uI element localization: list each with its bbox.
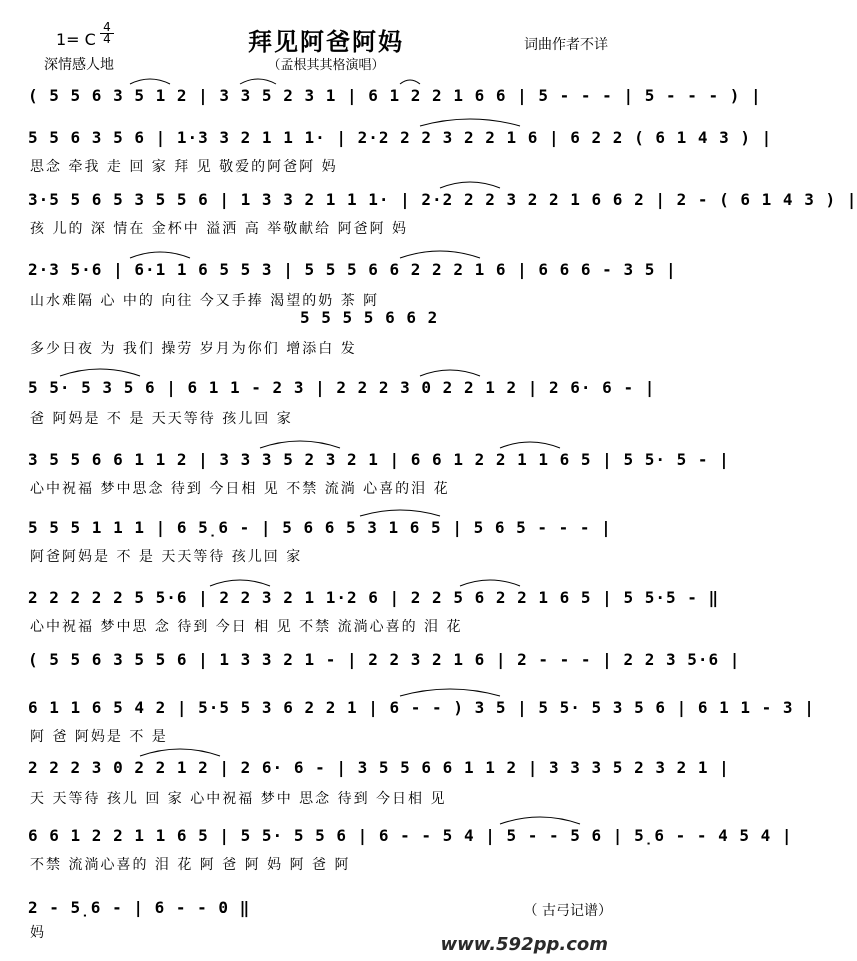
- song-title: 拜见阿爸阿妈: [248, 27, 404, 56]
- lyric-line-4: 山水难隔 心 中的 向往 今又手捧 渴望的奶 茶 阿: [30, 293, 380, 309]
- slur-arc: [400, 251, 480, 258]
- notation-line-8: 2 2 2 2 2 5 5·6 | 2 2 3 2 1 1·2 6 | 2 2 5 6 2 2 1 6 5 | 5 5·5 - ‖: [28, 588, 720, 607]
- slur-arc: [140, 749, 220, 756]
- lyric-line-5: 爸 阿妈是 不 是 天天等待 孩儿回 家: [30, 411, 293, 427]
- notation-line-3: 3·5 5 6 5 3 5 5 6 | 1 3 3 2 1 1 1· | 2·2 2 2 3 2 2 1 6 6 2 | 2 - ( 6 1 4 3 ) |: [28, 190, 857, 209]
- lyric-line-8: 心中祝福 梦中思 念 待到 今日 相 见 不禁 流淌心喜的 泪 花: [30, 619, 463, 635]
- lyric-line-11: 天 天等待 孩儿 回 家 心中祝福 梦中 思念 待到 今日相 见: [30, 791, 447, 807]
- notation-line-4: 2·3 5·6 | 6·1 1 6 5 5 3 | 5 5 5 6 6 2 2 2 1 6 | 6 6 6 - 3 5 |: [28, 260, 677, 279]
- composer-credit: 词曲作者不详: [524, 37, 608, 53]
- lyric-line-3: 孩 儿的 深 情在 金杯中 溢洒 高 举敬献给 阿爸阿 妈: [30, 221, 409, 237]
- slur-arc: [240, 79, 276, 84]
- slur-arc: [60, 369, 140, 376]
- expression-marking: 深情感人地: [44, 57, 114, 73]
- notation-line-11: 2 2 2 3 0 2 2 1 2 | 2 6· 6 - | 3 5 5 6 6 1 1 2 | 3 3 3 5 2 3 2 1 |: [28, 758, 730, 777]
- slur-arc: [420, 119, 520, 126]
- lyric-line-13: 妈: [30, 925, 46, 941]
- notation-line-6: 3 5 5 6 6 1 1 2 | 3 3 3 5 2 3 2 1 | 6 6 1 2 2 1 1 6 5 | 5 5· 5 - |: [28, 450, 730, 469]
- notation-line-9: ( 5 5 6 3 5 5 6 | 1 3 3 2 1 - | 2 2 3 2 1 6 | 2 - - - | 2 2 3 5·6 |: [28, 650, 741, 669]
- lyric-line-10: 阿 爸 阿妈是 不 是: [30, 729, 168, 745]
- notation-alt-line: 5 5 5 5 6 6 2: [300, 308, 439, 327]
- transcriber-credit: （ 古弓记谱）: [523, 903, 612, 919]
- key-signature: 1= C: [56, 30, 96, 49]
- slur-arc: [400, 80, 420, 84]
- lyric-line-6: 心中祝福 梦中思念 待到 今日相 见 不禁 流淌 心喜的泪 花: [30, 481, 450, 497]
- slur-arc: [130, 252, 190, 258]
- lyric-line-12: 不禁 流淌心喜的 泪 花 阿 爸 阿 妈 阿 爸 阿: [30, 857, 351, 873]
- notation-line-5: 5 5· 5 3 5 6 | 6 1 1 - 2 3 | 2 2 2 3 0 2 2 1 2 | 2 6· 6 - |: [28, 378, 656, 397]
- slur-arc: [460, 580, 520, 586]
- slur-arc: [420, 370, 480, 376]
- meter-denominator: 4: [100, 33, 114, 45]
- notation-line-2: 5 5 6 3 5 6 | 1·3 3 2 1 1 1· | 2·2 2 2 3 2 2 1 6 | 6 2 2 ( 6 1 4 3 ) |: [28, 128, 773, 147]
- meter-numerator: 4: [103, 20, 111, 34]
- notation-line-10: 6 1 1 6 5 4 2 | 5·5 5 3 6 2 2 1 | 6 - - ) 3 5 | 5 5· 5 3 5 6 | 6 1 1 - 3 |: [28, 698, 815, 717]
- notation-line-13: 2 - 5̣6 - | 6 - - 0 ‖: [28, 898, 251, 917]
- slur-arc: [400, 689, 500, 696]
- performer-credit: （孟根其其格演唱）: [267, 58, 385, 73]
- slur-arc: [210, 580, 270, 586]
- notation-line-12: 6 6 1 2 2 1 1 6 5 | 5 5· 5 5 6 | 6 - - 5 4 | 5 - - 5 6 | 5̣6 - - 4 5 4 |: [28, 826, 793, 845]
- slur-arc: [500, 442, 560, 448]
- lyric-line-2: 思念 牵我 走 回 家 拜 见 敬爱的阿爸阿 妈: [30, 159, 338, 175]
- lyric-line-4-verse2: 多少日夜 为 我们 操劳 岁月为你们 增添白 发: [30, 341, 357, 357]
- website-watermark[interactable]: www.592pp.com: [440, 934, 608, 955]
- slur-arc: [260, 441, 340, 448]
- lyric-line-7: 阿爸阿妈是 不 是 天天等待 孩儿回 家: [30, 549, 303, 565]
- slur-arc: [500, 817, 580, 824]
- slur-arc: [130, 79, 170, 84]
- slur-arc: [360, 510, 440, 516]
- notation-line-1: ( 5 5 6 3 5 1 2 | 3 3 5 2 3 1 | 6 1 2 2 1 6 6 | 5 - - - | 5 - - - ) |: [28, 86, 762, 105]
- notation-line-7: 5 5 5 1 1 1 | 6 5̣6 - | 5 6 6 5 3 1 6 5 | 5 6 5 - - - |: [28, 518, 612, 537]
- slur-arc: [440, 182, 500, 188]
